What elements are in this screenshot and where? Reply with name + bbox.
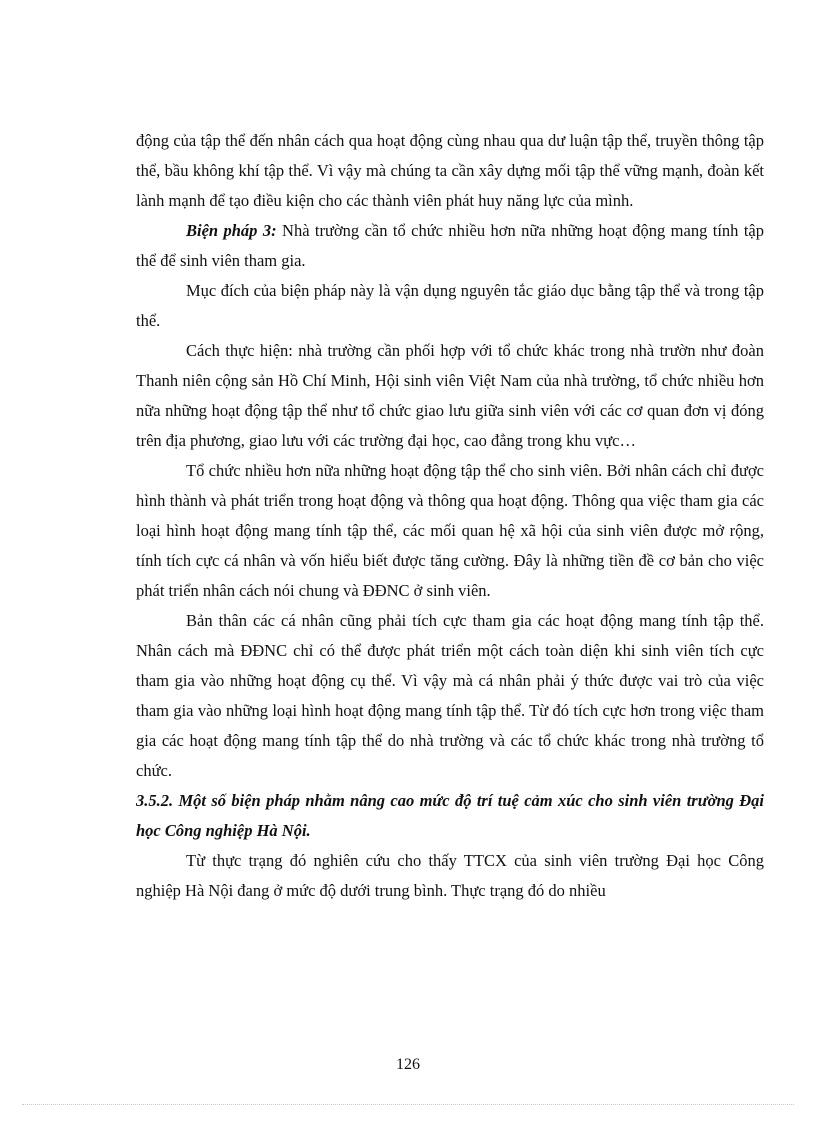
measure-3-text: Nhà trường cần tổ chức nhiều hơn nữa những hoạt động mang tính tập thể để sinh viên tham gia. <box>136 221 765 270</box>
measure-3-label: Biện pháp 3: <box>186 221 277 240</box>
paragraph-4: Cách thực hiện: nhà trường cần phối hợp với tổ chức khác trong nhà trườn như đoàn Thanh niên cộng sản Hồ Chí Minh, Hội sinh viên Việt Nam của nhà trường, tổ chức nhiều hơn nữa những hoạt động tập thể như tổ chức giao lưu giữa sinh viên với các cơ quan đơn vị đóng trên địa phương, giao lưu với các trường đại học, cao đẳng trong khu vực… <box>136 341 764 450</box>
page-number: 126 <box>396 1056 420 1073</box>
paragraph-5: Tổ chức nhiều hơn nữa những hoạt động tập thể cho sinh viên. Bởi nhân cách chỉ được hình thành và phát triển trong hoạt động và thông qua hoạt động. Thông qua việc tham gia các loại hình hoạt động mang tính tập thể, các mối quan hệ xã hội của sinh viên được mở rộng, tính tích cực cá nhân và vốn hiểu biết được tăng cường. Đây là những tiền đề cơ bản cho việc phát triển nhân cách nói chung và ĐĐNC ở sinh viên. <box>136 461 764 600</box>
paragraph-final: Từ thực trạng đó nghiên cứu cho thấy TTCX của sinh viên trường Đại học Công nghiệp Hà Nội đang ở mức độ dưới trung bình. Thực trạng đó do nhiều <box>136 851 764 900</box>
paragraph-3: Mục đích của biện pháp này là vận dụng nguyên tắc giáo dục bằng tập thể và trong tập thể. <box>136 281 764 330</box>
paragraph-1: động của tập thể đến nhân cách qua hoạt động cùng nhau qua dư luận tập thể, truyền thông tập thể, bầu không khí tập thể. Vì vậy mà chúng ta cần xây dựng mối tập thể vững mạnh, đoàn kết lành mạnh để tạo điều kiện cho các thành viên phát huy năng lực của mình. <box>136 131 764 210</box>
page-bottom-border <box>22 1104 794 1105</box>
section-heading: 3.5.2. Một số biện pháp nhằm nâng cao mức độ trí tuệ cảm xúc cho sinh viên trường Đại học Công nghiệp Hà Nội. <box>136 791 764 840</box>
paragraph-2 <box>136 216 764 276</box>
paragraph-6: Bản thân các cá nhân cũng phải tích cực tham gia các hoạt động mang tính tập thể. Nhân cách mà ĐĐNC chỉ có thể được phát triển một cách toàn diện khi sinh viên tích cực tham gia vào những hoạt động cụ thể. Vì vậy mà cá nhân phải ý thức được vai trò của việc tham gia vào những loại hình hoạt động mang tính tập thể. Từ đó tích cực hơn trong việc tham gia các hoạt động mang tính tập thể do nhà trường và các tổ chức khác trong nhà trường tổ chức. <box>136 611 764 780</box>
document-body <box>136 126 764 906</box>
